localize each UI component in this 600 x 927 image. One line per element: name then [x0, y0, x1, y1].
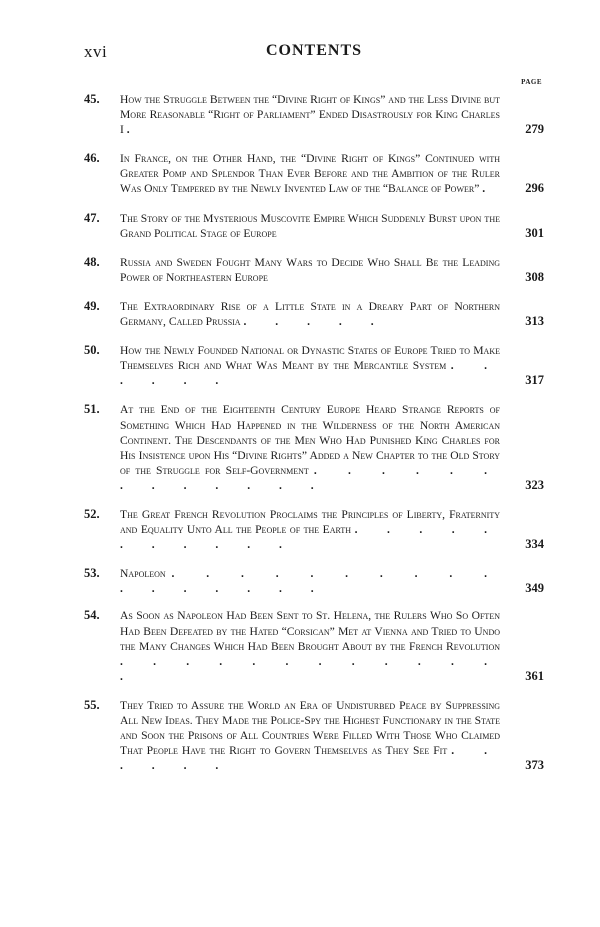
page-title: CONTENTS: [265, 42, 363, 59]
dot-leader: .: [126, 123, 143, 137]
toc-entry: [84, 255, 544, 285]
chapter-number: 46.: [84, 151, 100, 166]
page-column-label: PAGE: [521, 78, 542, 86]
chapter-title: [120, 507, 500, 552]
page-number: 349: [525, 581, 544, 596]
page-number: 308: [525, 269, 544, 284]
chapter-title: [120, 608, 500, 683]
toc-entry: [84, 211, 544, 241]
toc-entry: [84, 299, 544, 329]
chapter-title-text: How the Struggle Between the “Divine Right of Kings” and the Less Divine but More Reasonable “Right of Parliament” Ended Disastrously for King Charles I: [120, 93, 500, 137]
page-number: 296: [525, 181, 544, 196]
chapter-title-text: The Extraordinary Rise of a Little State in a Dreary Part of Northern Germany, Called Prussia: [120, 299, 500, 329]
dot-leader: . . . . . . . . . . . . . . . . .: [120, 567, 500, 596]
chapter-title: [120, 92, 500, 137]
chapter-title: [120, 255, 500, 285]
chapter-title: [120, 402, 500, 493]
chapter-title-text: In France, on the Other Hand, the “Divine Right of Kings” Continued with Greater Pomp and Splendor Than Ever Before and the Ambition of the Ruler Was Only Tempered by the Newly Invented Law of the “Balance of Power”: [120, 152, 500, 196]
page-header: [84, 42, 544, 66]
chapter-number: 47.: [84, 210, 100, 225]
chapter-title-text: The Great French Revolution Proclaims the Principles of Liberty, Fraternity and Equality Unto All the People of the Earth: [120, 507, 500, 537]
chapter-title-text: They Tried to Assure the World an Era of Undisturbed Peace by Suppressing All New Ideas. They Made the Police-Spy the Highest Functionary in the State and Soon the Prisons of All Countries Were Filled With Those Who Claimed That People Have the Right to Govern Themselves as They See Fit: [120, 698, 500, 758]
chapter-title: [120, 698, 500, 773]
chapter-title-text: At the End of the Eighteenth Century Europe Heard Strange Reports of Something Which Had Happened in the Wilderness of the North American Continent. The Descendants of the Men Who Had Punished King Charles for His Insistence upon His “Divine Rights” Added a New Chapter to the Old Story of the Struggle for Self-Government: [120, 403, 500, 477]
chapter-number: 54.: [84, 608, 100, 623]
dot-leader: .: [482, 182, 499, 196]
chapter-number: 50.: [84, 343, 100, 358]
page-number: 279: [525, 122, 544, 137]
dot-leader: . . . . . . . . . . . . .: [120, 463, 500, 492]
chapter-number: 49.: [84, 298, 100, 313]
chapter-title-text: As Soon as Napoleon Had Been Sent to St. Helena, the Rulers Who So Often Had Been Defeated by the Hated “Corsican” Met at Vienna and Tried to Undo the Many Changes Which Had Been Brought About by the French Revolution: [120, 609, 500, 653]
chapter-number: 48.: [84, 254, 100, 269]
toc-entry: [84, 566, 544, 596]
dot-leader: . . . . . . . . . . . . .: [120, 654, 500, 683]
chapter-title: [120, 151, 500, 196]
chapter-title: [120, 566, 500, 596]
page-number: 317: [525, 373, 544, 388]
chapter-title-text: Napoleon: [120, 567, 166, 581]
chapter-number: 53.: [84, 566, 100, 581]
chapter-title-text: How the Newly Founded National or Dynastic States of Europe Tried to Make Themselves Rich and What Was Meant by the Mercantile System: [120, 344, 500, 373]
toc-entry: [84, 343, 544, 388]
chapter-title-text: The Story of the Mysterious Muscovite Empire Which Suddenly Burst upon the Grand Political Stage of Europe: [120, 211, 500, 240]
page-number: 313: [525, 314, 544, 329]
folio-number: xvi: [84, 42, 108, 61]
chapter-number: 51.: [84, 402, 100, 417]
dot-leader: . . . . .: [243, 315, 387, 329]
page-number: 323: [525, 477, 544, 492]
chapter-title-text: Russia and Sweden Fought Many Wars to Decide Who Shall Be the Leading Power of Northeastern Europe: [120, 255, 500, 284]
dot-leader: . . . . . .: [120, 359, 501, 388]
toc-entry: [84, 608, 544, 683]
chapter-title: [120, 211, 500, 241]
chapter-title: [120, 343, 500, 388]
page-number: 334: [525, 537, 544, 552]
toc-entry: [84, 92, 544, 137]
dot-leader: . . . . . .: [120, 744, 500, 773]
chapter-title: [120, 299, 500, 329]
table-of-contents: [84, 92, 544, 773]
chapter-number: 52.: [84, 506, 100, 521]
chapter-number: 45.: [84, 92, 100, 106]
toc-entry: [84, 402, 544, 493]
chapter-number: 55.: [84, 697, 100, 712]
page-number: 361: [525, 668, 544, 683]
toc-entry: [84, 151, 544, 196]
toc-entry: [84, 698, 544, 773]
toc-entry: [84, 507, 544, 552]
dot-leader: . . . . . . . . . . .: [120, 523, 500, 552]
page-number: 373: [525, 758, 544, 773]
page-number: 301: [525, 225, 544, 240]
